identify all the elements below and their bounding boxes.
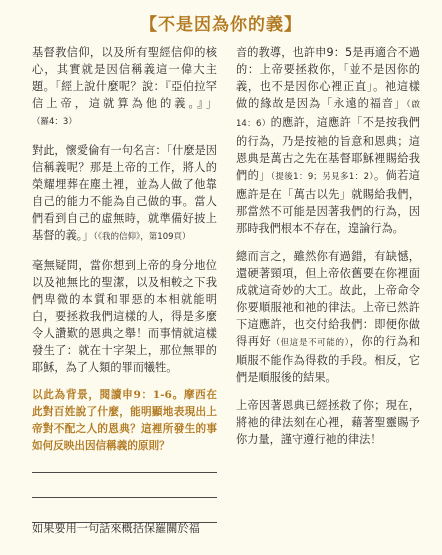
right-column	[236, 44, 420, 459]
scripture-reference: （啟14：6）	[236, 100, 420, 129]
paragraph-text: 基督教信仰，以及所有聖經信仰的核心，其實就是因信稱義這一偉大主題。「經上說什麼呢？說：『亞伯拉罕信上帝，這就算為他的義。』」	[32, 46, 217, 110]
study-question: 以此為背景，閱讀申9：1-6。摩西在此對百姓說了什麼，能明顯地表現出上帝對不配之人的恩典？這裡所發生的事如何反映出因信稱義的原則？	[32, 389, 217, 452]
paragraph-continuation: 如果要用一句話來概括保羅關於福	[32, 522, 200, 535]
left-column	[32, 44, 217, 523]
paragraph-text: 對此，懷愛倫有一句名言：「什麼是因信稱義呢？那是上帝的工作，將人的榮耀埋葬在塵土裡，並為人做了他靠自己的能力不能為自己做的事。當人們看到自己的虛無時，就準備好披上基督的義。」	[32, 144, 217, 242]
paragraph-conclusion	[236, 248, 420, 386]
paragraph-exhortation: 上帝因著恩典已經拯救了你；現在，將祂的律法刻在心裡，藉著聖靈賜予你力量，謹守遵行祂的律法！	[236, 399, 420, 446]
answer-line-2[interactable]	[32, 497, 217, 498]
parenthetical-note: （但這是不可能的）	[271, 338, 350, 348]
scripture-reference: （羅4：3）	[32, 117, 77, 127]
book-reference: （《我的信仰》，第109頁）	[93, 232, 191, 242]
paragraph-text: 音的教導，也許申9：5是再適合不過的：上帝要拯救你，「並不是因你的義，也不是因你心裡正直」。祂這樣做的緣故是因為「永遠的福音」	[236, 46, 420, 110]
paragraph-text: 的應許，這應許「不是按我們的行為，乃是按祂的旨意和恩典；這恩典是萬古之先在基督耶穌裡賜給我們的」	[236, 116, 420, 182]
paragraph-text: ，你的行為和順服不能作為得救的手段。相反，它們是順服後的結果。	[236, 335, 420, 384]
paragraph-grace: 毫無疑問，當你想到上帝的身分地位以及祂無比的聖潔，以及相較之下我們卑微的本質和罪惡的本相就能明白，要拯救我們這樣的人，得是多麼令人讚歎的恩典之舉！而事情就這樣發生了：就在十字架上，那位無罪的耶穌，為了人類的罪而犧牲。	[32, 259, 217, 374]
paragraph-text: 。倘若這應許是在「萬古以先」就賜給我們，那當然不可能是因著我們的行為，因那時我們根本不存在，遑論行為。	[236, 169, 420, 235]
paragraph-gospel-summary	[236, 44, 420, 237]
paragraph-text: 總而言之，雖然你有過錯，有缺憾，還硬著頸項，但上帝依舊要在你裡面成就這奇妙的大工。故此，上帝命令你要順服祂和祂的律法。上帝已然許下這應許，也交付給我們：即便你做得再好	[236, 250, 420, 348]
page-title: 【不是因為你的義】	[140, 15, 302, 35]
paragraph-quote-ellen-white	[32, 142, 217, 246]
paragraph-core-faith	[32, 44, 217, 131]
scripture-reference: （提後1：9；另見多1：2）	[270, 172, 375, 182]
answer-line-1[interactable]	[32, 472, 217, 473]
